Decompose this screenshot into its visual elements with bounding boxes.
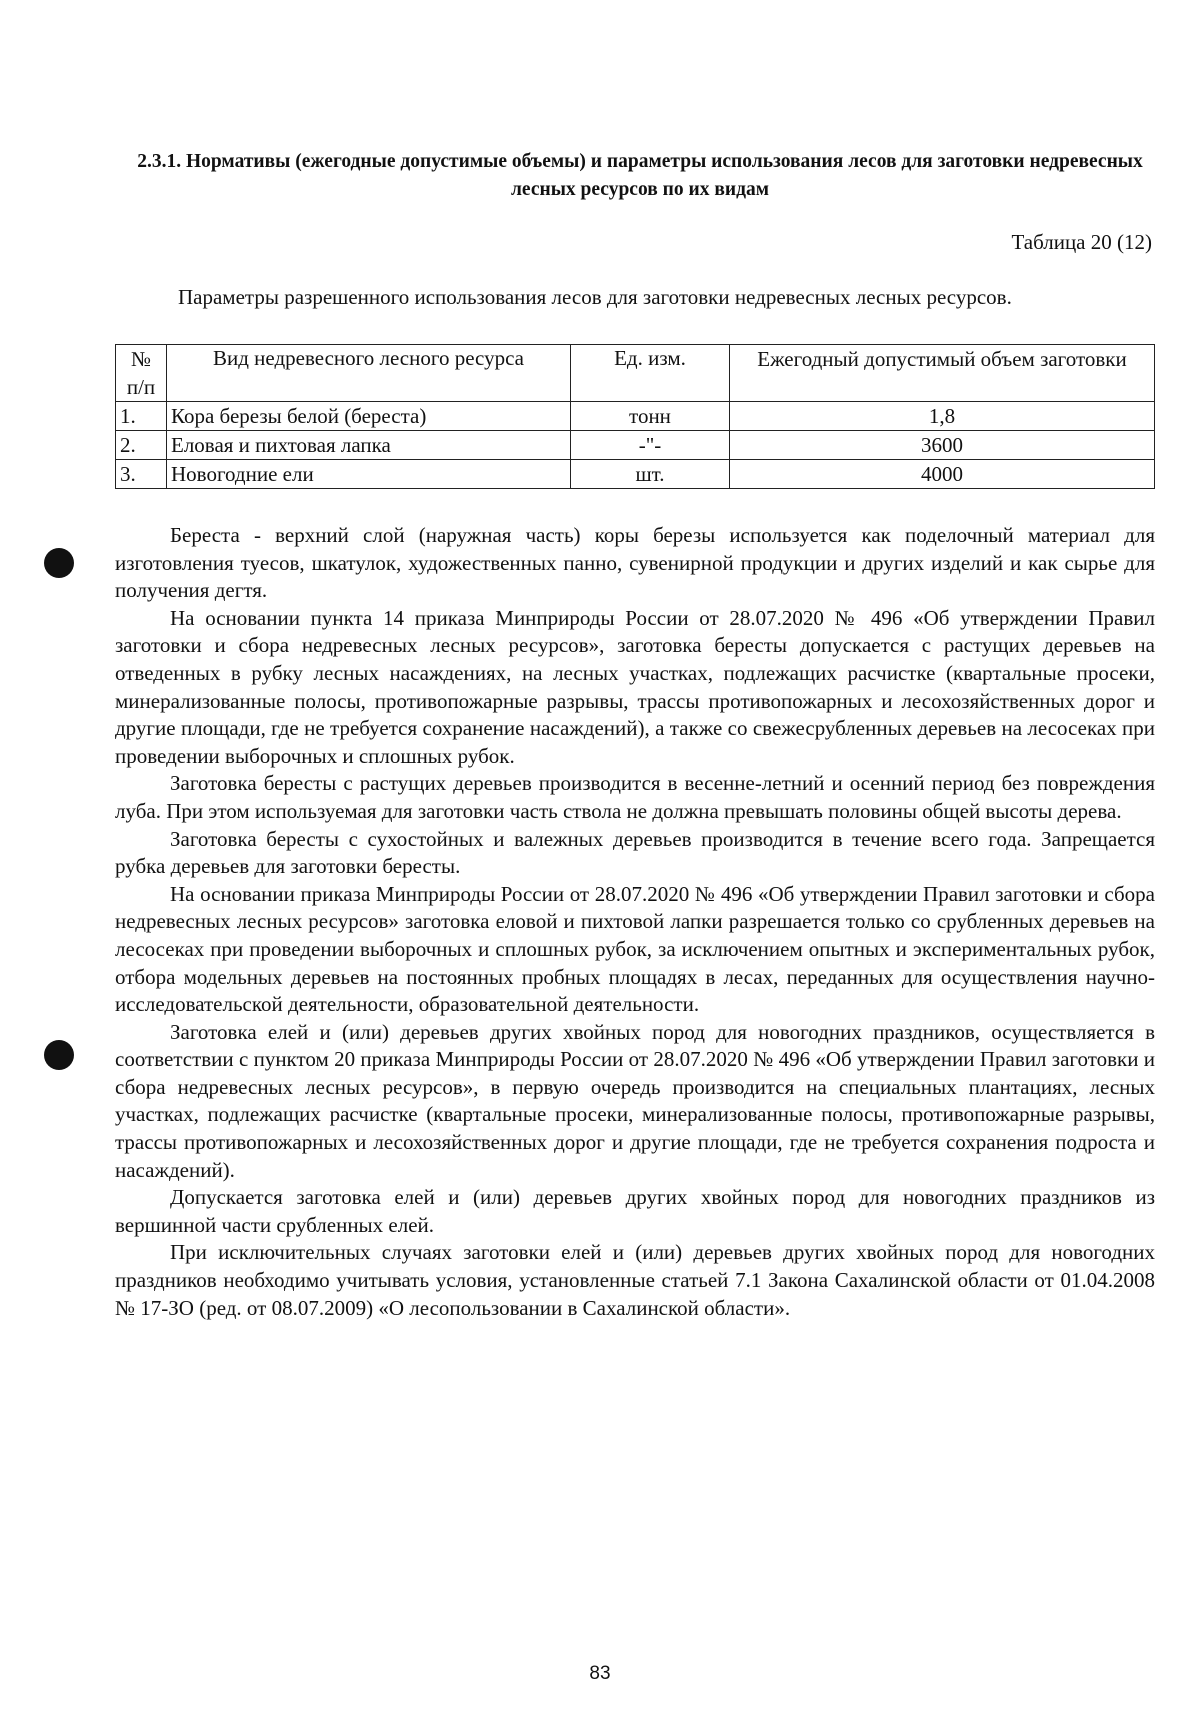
table-row bbox=[116, 402, 1155, 431]
hole-punch-mark-top bbox=[44, 548, 74, 578]
paragraph-spruce-fir-branches: На основании приказа Минприроды России от 28.07.2020 № 496 «Об утверждении Правил заготовки и сбора недревесных лесных ресурсов» заготовка еловой и пихтовой лапки разрешается только со срубленных деревьев на лесосеках при проведении выборочных и сплошных рубок, за исключением опытных и экспериментальных рубок, отбора модельных деревьев на постоянных пробных площадях в лесах, переданных для осуществления научно-исследовательской деятельности, образовательной деятельности. bbox=[115, 881, 1155, 1017]
paragraph-treetops: Допускается заготовка елей и (или) деревьев других хвойных пород для новогодних праздников из вершинной части срубленных елей. bbox=[115, 1185, 1155, 1237]
section-heading: 2.3.1. Нормативы (ежегодные допустимые объемы) и параметры использования лесов для заготовки недревесных лесных ресурсов по их видам bbox=[137, 151, 1143, 200]
table-row bbox=[116, 431, 1155, 460]
table-number: Таблица 20 (12) bbox=[1011, 230, 1152, 254]
header-number: № п/п bbox=[116, 345, 167, 402]
cell-number: 2. bbox=[116, 431, 167, 460]
cell-unit: тонн bbox=[571, 402, 730, 431]
cell-resource-type: Еловая и пихтовая лапка bbox=[167, 431, 571, 460]
paragraph-birch-bark: Береста - верхний слой (наружная часть) коры березы используется как поделочный материал для изготовления туесов, шкатулок, художественных панно, сувенирной продукции и других изделий и как сырье для получения дегтя. bbox=[115, 523, 1155, 603]
table-header-row bbox=[116, 345, 1155, 402]
paragraph-living-trees-season: Заготовка бересты с растущих деревьев производится в весенне-летний и осенний период без повреждения луба. При этом используемая для заготовки часть ствола не должна превышать половины общей высоты дерева. bbox=[115, 771, 1155, 823]
cell-unit: -"- bbox=[571, 431, 730, 460]
norms-table bbox=[115, 344, 1155, 489]
header-unit: Ед. изм. bbox=[571, 345, 730, 402]
cell-resource-type: Новогодние ели bbox=[167, 460, 571, 489]
cell-annual-volume: 3600 bbox=[730, 431, 1155, 460]
paragraph-christmas-trees: Заготовка елей и (или) деревьев других хвойных пород для новогодних праздников, осуществляется в соответствии с пунктом 20 приказа Минприроды России от 28.07.2020 № 496 «Об утверждении Правил заготовки и сбора недревесных лесных ресурсов», в первую очередь производится на специальных плантациях, лесных участках, подлежащих расчистке (квартальные просеки, минерализованные полосы, противопожарные разрывы, трассы противопожарных и лесохозяйственных дорог и другие площади, где не требуется сохранения подроста и насаждений). bbox=[115, 1019, 1155, 1182]
table-caption: Параметры разрешенного использования лесов для заготовки недревесных лесных ресурсов. bbox=[178, 285, 1012, 309]
header-annual-volume: Ежегодный допустимый объем заготовки bbox=[730, 345, 1155, 402]
paragraph-exceptional-cases: При исключительных случаях заготовки елей и (или) деревьев других хвойных пород для новогодних праздников необходимо учитывать условия, установленные статьей 7.1 Закона Сахалинской области от 01.04.2008 № 17-ЗО (ред. от 08.07.2009) «О лесопользовании в Сахалинской области». bbox=[115, 1240, 1155, 1320]
header-resource-type: Вид недревесного лесного ресурса bbox=[167, 345, 571, 402]
cell-annual-volume: 1,8 bbox=[730, 402, 1155, 431]
cell-unit: шт. bbox=[571, 460, 730, 489]
cell-resource-type: Кора березы белой (береста) bbox=[167, 402, 571, 431]
body-text bbox=[115, 522, 1155, 1322]
page-number: 83 bbox=[589, 1663, 611, 1684]
hole-punch-mark-bottom bbox=[44, 1040, 74, 1070]
cell-number: 1. bbox=[116, 402, 167, 431]
cell-number: 3. bbox=[116, 460, 167, 489]
cell-annual-volume: 4000 bbox=[730, 460, 1155, 489]
table-row bbox=[116, 460, 1155, 489]
paragraph-dead-trees: Заготовка бересты с сухостойных и валежных деревьев производится в течение всего года. Запрещается рубка деревьев для заготовки бересты. bbox=[115, 826, 1155, 879]
paragraph-order-clause-14: На основании пункта 14 приказа Минприроды России от 28.07.2020 № 496 «Об утверждении Правил заготовки и сбора недревесных лесных ресурсов», заготовка бересты допускается с растущих деревьев на отведенных в рубку лесных насаждениях, на лесных участках, подлежащих расчистке (квартальные просеки, минерализованные полосы, противопожарные разрывы, трассы противопожарных и лесохозяйственных дорог и другие площади, где не требуется сохранение насаждений), а также со свежесрубленных деревьев на лесосеках при проведении выборочных и сплошных рубок. bbox=[115, 605, 1155, 768]
